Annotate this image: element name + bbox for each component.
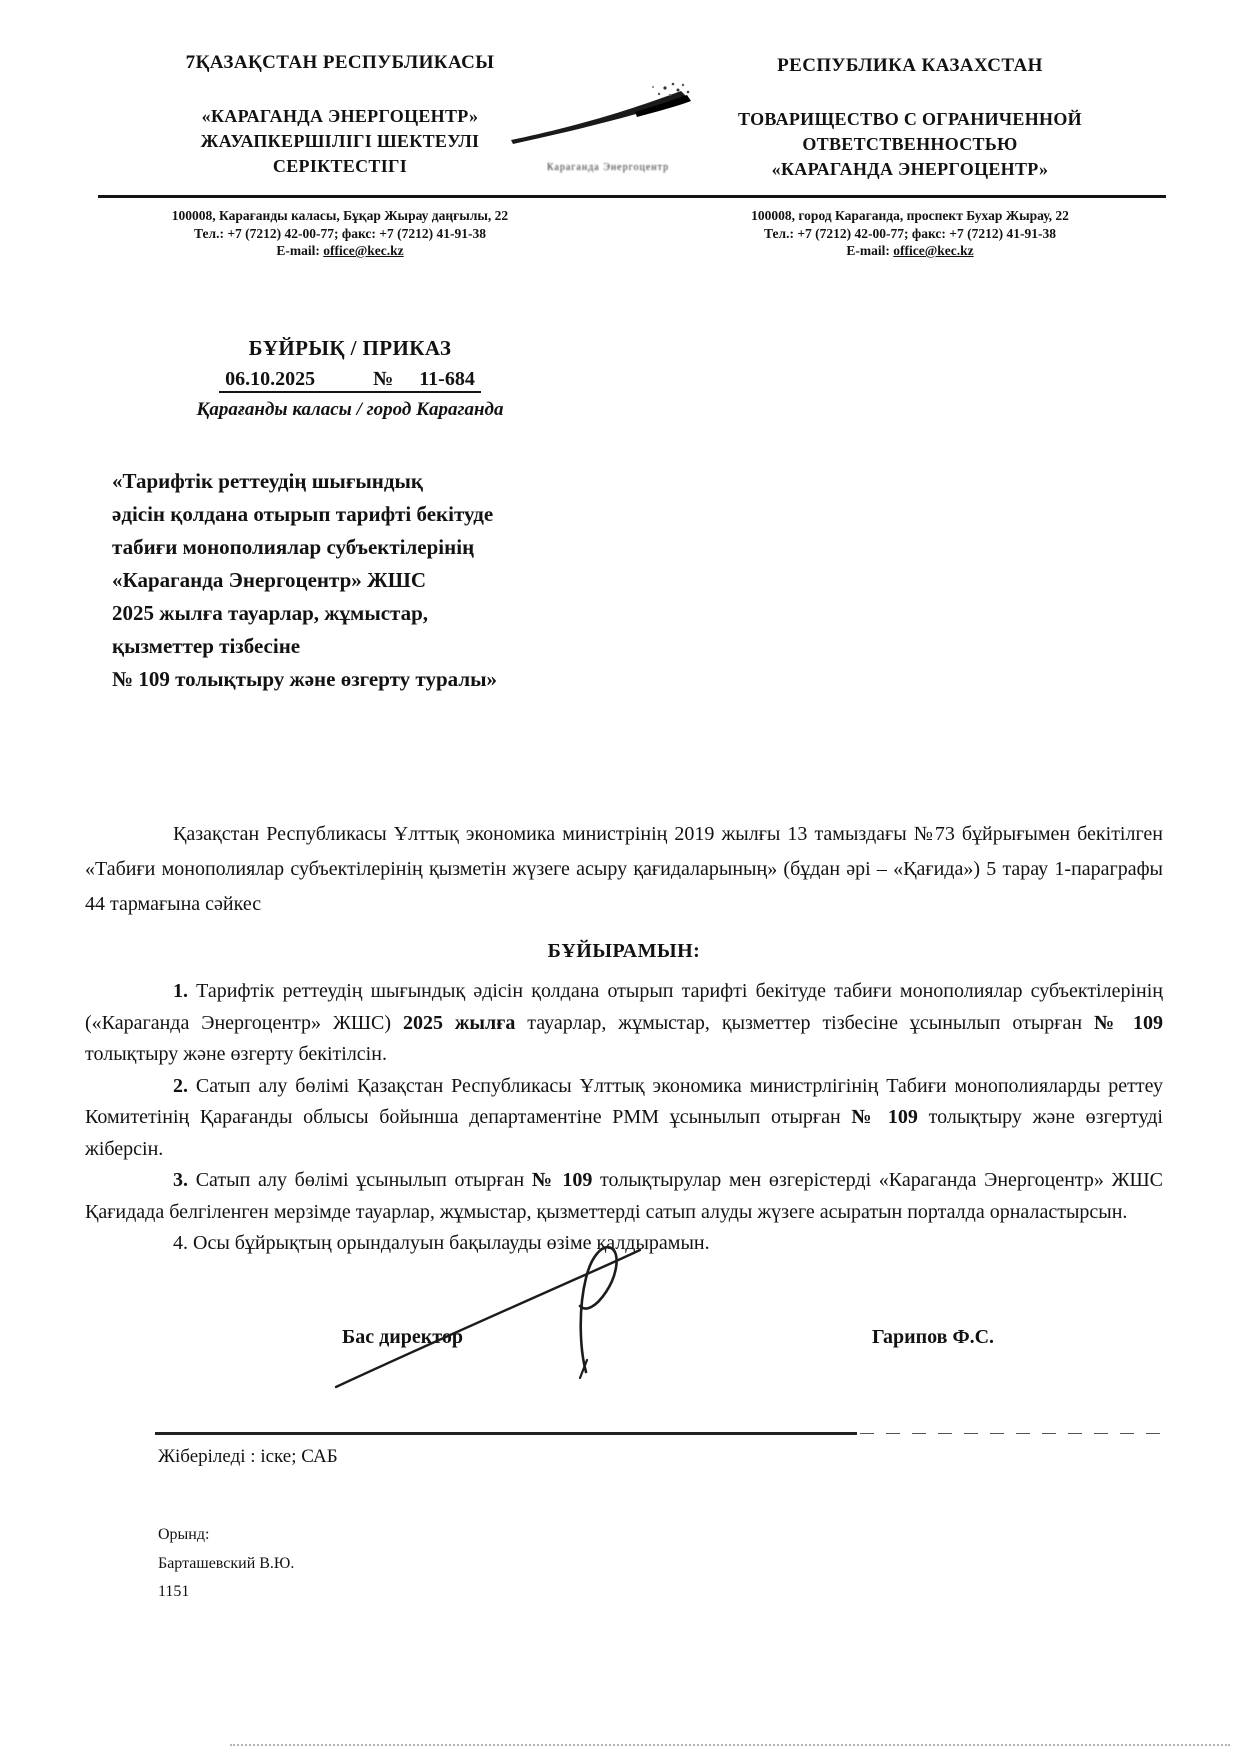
country-name-kk: 7ҚАЗАҚСТАН РЕСПУБЛИКАСЫ	[185, 52, 495, 73]
email-line-kk: E-mail: office@kec.kz	[276, 243, 404, 258]
number-sign: №	[373, 368, 394, 390]
order-item-4: 4. Осы бұйрықтың орындалуын бақылауды өзіме қалдырамын.	[173, 1232, 710, 1254]
subject-line: «Караганда Энергоцентр» ЖШС	[112, 568, 427, 592]
order-number-line	[105, 368, 595, 393]
org-name-kk-line1: «КАРАГАНДА ЭНЕРГОЦЕНТР»	[201, 106, 479, 126]
org-name-ru-line1: ТОВАРИЩЕСТВО С ОГРАНИЧЕННОЙ	[738, 109, 1082, 129]
org-name-ru-line2: ОТВЕТСТВЕННОСТЬЮ	[802, 134, 1018, 154]
address-block-ru	[655, 207, 1165, 260]
order-subject	[112, 465, 652, 696]
org-name-kk-line3: СЕРІКТЕСТІГІ	[272, 156, 408, 176]
address-block-kk	[95, 207, 585, 260]
letterhead-right	[655, 55, 1165, 182]
email-address: office@kec.kz	[323, 243, 404, 258]
footer-divider	[155, 1432, 857, 1435]
signature-stroke	[328, 1240, 678, 1395]
email-line-ru: E-mail: office@kec.kz	[846, 243, 974, 258]
subject-line: «Тарифтік реттеудің шығындық	[112, 469, 423, 493]
signer-position: Бас директор	[342, 1326, 463, 1348]
subject-line: табиғи монополиялар субъектілерінің	[112, 535, 475, 559]
order-item-1: 1. Тарифтік реттеудің шығындық әдісін қолдана отырып тарифті бекітуде табиғи монополиялар субъектілерінің («Караганда Энергоцентр» ЖШС) 2025 жылға тауарлар, жұмыстар, қызметтер тізбесіне ұсынылып отырған № 109 толықтыру және өзгерту бекітілсін.	[85, 980, 1163, 1065]
resolution-word: БҰЙЫРАМЫН:	[547, 940, 701, 962]
letterhead-divider	[98, 195, 1166, 198]
order-city: Қарағанды каласы / город Караганда	[196, 399, 504, 420]
email-address: office@kec.kz	[893, 243, 974, 258]
address-line-ru: 100008, город Караганда, проспект Бухар Жырау, 22	[751, 208, 1069, 223]
order-items	[85, 976, 1163, 1260]
org-name-ru-line3: «КАРАГАНДА ЭНЕРГОЦЕНТР»	[771, 159, 1049, 179]
scan-artifact-dots	[230, 1744, 1230, 1746]
intro-paragraph: Қазақстан Республикасы Ұлттық экономика министрінің 2019 жылғы 13 тамыздағы №73 бұйрығымен бекітілген «Табиғи монополиялар субъектілерінің қызметін жүзеге асыру қағидаларының» (бұдан әрі – «Қағида») 5 тарау 1-параграфы 44 тармағына сәйкес	[85, 823, 1163, 915]
executor-name: Барташевский В.Ю.	[158, 1554, 295, 1572]
address-line-kk: 100008, Карағанды каласы, Бұқар Жырау даңғылы, 22	[171, 208, 509, 223]
order-heading	[105, 336, 595, 421]
country-name-ru: РЕСПУБЛИКА КАЗАХСТАН	[777, 55, 1043, 76]
logo-caption: Караганда Энергоцентр	[546, 162, 670, 173]
footer-divider-faint	[860, 1433, 1163, 1434]
order-item-2: 2. Сатып алу бөлімі Қазақстан Республикасы Ұлттық экономика министрлігінің Табиғи монополияларды реттеу Комитетінің Қарағанды облысы бойынша департаментіне РММ ұсынылып отырған № 109 толықтыру және өзгертуді жіберсін.	[85, 1074, 1164, 1160]
order-title: БҰЙРЫҚ / ПРИКАЗ	[248, 336, 452, 360]
subject-line: № 109 толықтыру және өзгерту туралы»	[112, 667, 498, 691]
executor-phone: 1151	[158, 1583, 190, 1600]
subject-line: 2025 жылға тауарлар, жұмыстар,	[112, 601, 429, 625]
org-name-kk-line2: ЖАУАПКЕРШІЛІГІ ШЕКТЕУЛІ	[200, 131, 480, 151]
subject-line: әдісін қолдана отырып тарифті бекітуде	[112, 502, 494, 526]
executor-block	[158, 1521, 294, 1607]
order-date-number	[219, 368, 481, 393]
order-number: 11-684	[419, 368, 475, 390]
signature-icon	[328, 1240, 678, 1395]
executor-label: Орынд:	[158, 1526, 210, 1543]
order-date: 06.10.2025	[225, 368, 316, 390]
subject-line: қызметтер тізбесіне	[112, 634, 301, 658]
signer-name: Гарипов Ф.С.	[872, 1326, 995, 1348]
order-item-3: 3. Сатып алу бөлімі ұсынылып отырған № 109 толықтырулар мен өзгерістерді «Караганда Энергоцентр» ЖШС Қағидада белгіленген мерзімде тауарлар, жұмыстар, қызметтерді сатып алуды жүзеге асыратын порталда орналастырсын.	[85, 1169, 1164, 1223]
phone-line-ru: Тел.: +7 (7212) 42-00-77; факс: +7 (7212) 41-91-38	[764, 225, 1056, 241]
distribution-note: Жіберіледі : іске; САБ	[158, 1446, 338, 1467]
phone-line-kk: Тел.: +7 (7212) 42-00-77; факс: +7 (7212) 41-91-38	[194, 225, 486, 241]
